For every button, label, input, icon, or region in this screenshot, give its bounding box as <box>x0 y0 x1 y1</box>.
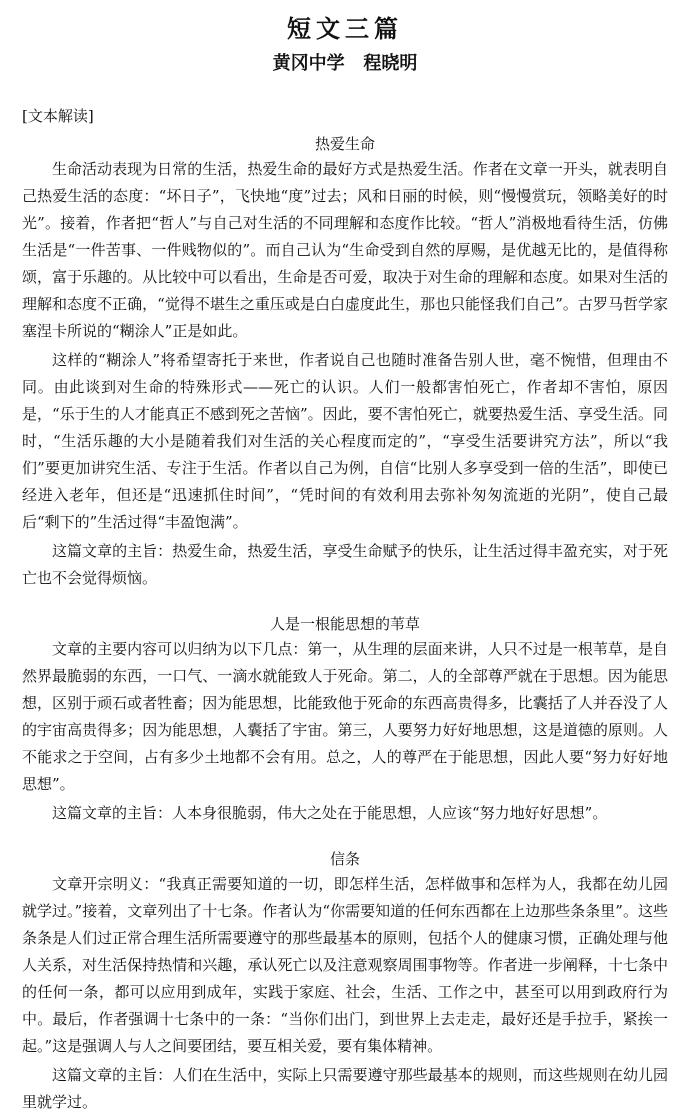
section-thinking-reed <box>22 614 668 827</box>
document-title: 短文三篇 <box>287 14 403 43</box>
author-byline: 黄冈中学 程晓明 <box>272 53 418 74</box>
paragraph: 这篇文章的主旨：热爱生命，热爱生活，享受生命赋予的快乐，让生活过得丰盈充实，对于死亡也不会觉得烦恼。 <box>22 542 668 587</box>
section-title: 信条 <box>329 850 360 868</box>
section-title: 人是一根能思想的苇草 <box>269 615 420 633</box>
paragraph: 文章的主要内容可以归纳为以下几点：第一，从生理的层面来讲，人只不过是一根苇草，是自然界最脆弱的东西，一口气、一滴水就能致人于死命。第二，人的全部尊严就在于思想。因为能思想，区别于顽石或者牲畜；因为能思想，比能致他于死命的东西高贵得多，比囊括了人并吞没了人的宇宙高贵得多；因为能思想，人囊括了宇宙。第三，人要努力好好地思想，这是道德的原则。人不能求之于空间，占有多少土地都不会有用。总之，人的尊严在于能思想，因此人要“努力好好地思想”。 <box>22 640 668 793</box>
paragraph: 这篇文章的主旨：人本身很脆弱，伟大之处在于能思想，人应该“努力地好好思想”。 <box>52 804 608 822</box>
section-title: 热爱生命 <box>314 135 375 153</box>
paragraph: 文章开宗明义：“我真正需要知道的一切，即怎样生活，怎样做事和怎样为人，我都在幼儿园就学过。”接着，文章列出了十七条。作者认为“你需要知道的任何东西都在上边那些条条里”。这些条条是人们过正常合理生活所需要遵守的那些最基本的原则，包括个人的健康习惯，正确处理与他人关系，对生活保持热情和兴趣，承认死亡以及注意观察周围事物等。作者进一步阐释，十七条中的任何一条，都可以应用到成年，实践于家庭、社会，生活、工作之中，甚至可以用到政府行为中。最后，作者强调十七条中的一条：“当你们出门，到世界上去走走，最好还是手拉手，紧挨一起。”这是强调人与人之间要团结，要互相关爱，要有集体精神。 <box>22 875 668 1055</box>
section-love-life <box>22 134 668 592</box>
section-credo <box>22 849 668 1116</box>
paragraph: 生命活动表现为日常的生活，热爱生命的最好方式是热爱生活。作者在文章一开头，就表明自己热爱生活的态度：“坏日子”，飞快地“度”过去；风和日丽的时候，则“慢慢赏玩，领略美好的时光”。接着，作者把“哲人”与自己对生活的不同理解和态度作比较。“哲人”消极地看待生活，仿佛生活是“一件苦事、一件贱物似的”。而自己认为“生命受到自然的厚赐，是优越无比的，是值得称颂，富于乐趣的。从比较中可以看出，生命是否可爱，取决于对生命的理解和态度。如果对生活的理解和态度不正确，“觉得不堪生之重压或是白白虚度此生，那也只能怪我们自己”。古罗马哲学家塞涅卡所说的“糊涂人”正是如此。 <box>22 160 668 340</box>
paragraph: 这样的“糊涂人”将希望寄托于来世，作者说自己也随时准备告别人世，毫不惋惜，但理由不同。由此谈到对生命的特殊形式——死亡的认识。人们一般都害怕死亡，作者却不害怕，原因是，“乐于生的人才能真正不感到死之苦恼”。因此，要不害怕死亡，就要热爱生活、享受生活。同时，“生活乐趣的大小是随着我们对生活的关心程度而定的”，“享受生活要讲究方法”，所以“我们”要更加讲究生活、专注于生活。作者以自己为例，自信“比别人多享受到一倍的生活”，即使已经进入老年，但还是“迅速抓住时间”，“凭时间的有效利用去弥补匆匆流逝的光阴”，使自己最后“剩下的”生活过得“丰盈饱满”。 <box>22 351 668 531</box>
section-tag: [文本解读] <box>22 107 94 125</box>
paragraph: 这篇文章的主旨：人们在生活中，实际上只需要遵守那些最基本的规则，而这些规则在幼儿园里就学过。 <box>22 1066 668 1111</box>
